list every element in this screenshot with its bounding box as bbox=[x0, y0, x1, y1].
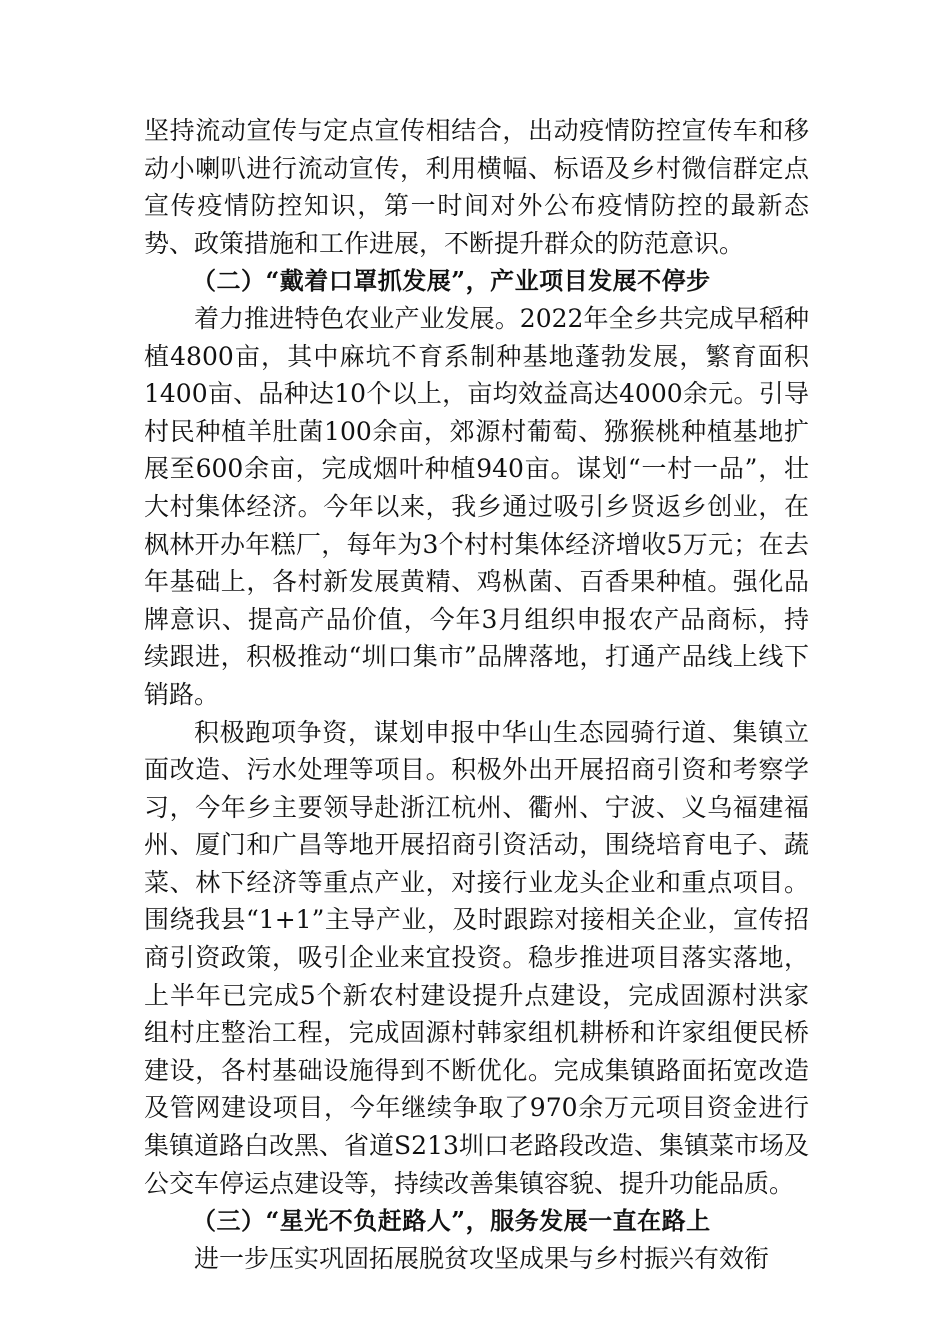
paragraph-agriculture: 着力推进特色农业产业发展。2022年全乡共完成早稻种植4800亩，其中麻坑不育系制种基地蓬勃发展，繁育面积1400亩、品种达10个以上，亩均效益高达4000余元。引导村民种植羊肚菌100余亩，郊源村葡萄、猕猴桃种植基地扩展至600余亩，完成烟叶种植940亩。谋划“一村一品”，壮大村集体经济。今年以来，我乡通过吸引乡贤返乡创业，在枫林开办年糕厂，每年为3个村村集体经济增收5万元；在去年基础上，各村新发展黄精、鸡枞菌、百香果种植。强化品牌意识、提高产品价值，今年3月组织申报农产品商标，持续跟进，积极推动“圳口集市”品牌落地，打通产品线上线下销路。 bbox=[144, 303, 809, 709]
paragraph-epidemic-publicity: 坚持流动宣传与定点宣传相结合，出动疫情防控宣传车和移动小喇叭进行流动宣传，利用横幅、标语及乡村微信群定点宣传疫情防控知识，第一时间对外公布疫情防控的最新态势、政策措施和工作进展，不断提升群众的防范意识。 bbox=[144, 116, 809, 258]
paragraph-poverty-alleviation: 进一步压实巩固拓展脱贫攻坚成果与乡村振兴有效衔 bbox=[194, 1243, 770, 1273]
document-body bbox=[144, 112, 809, 1277]
section-heading-service: （三）“星光不负赶路人”，服务发展一直在路上 bbox=[192, 1206, 711, 1236]
section-heading-industry: （二）“戴着口罩抓发展”，产业项目发展不停步 bbox=[192, 266, 711, 296]
paragraph-projects: 积极跑项争资，谋划申报中华山生态园骑行道、集镇立面改造、污水处理等项目。积极外出开展招商引资和考察学习，今年乡主要领导赴浙江杭州、衢州、宁波、义乌福建福州、厦门和广昌等地开展招商引资活动，围绕培育电子、蔬菜、林下经济等重点产业，对接行业龙头企业和重点项目。围绕我县“1+1”主导产业，及时跟踪对接相关企业，宣传招商引资政策，吸引企业来宜投资。稳步推进项目落实落地，上半年已完成5个新农村建设提升点建设，完成固源村洪家组村庄整治工程，完成固源村韩家组机耕桥和许家组便民桥建设，各村基础设施得到不断优化。完成集镇路面拓宽改造及管网建设项目，今年继续争取了970余万元项目资金进行集镇道路白改黑、省道S213圳口老路段改造、集镇菜市场及公交车停运点建设等，持续改善集镇容貌、提升功能品质。 bbox=[144, 717, 809, 1198]
